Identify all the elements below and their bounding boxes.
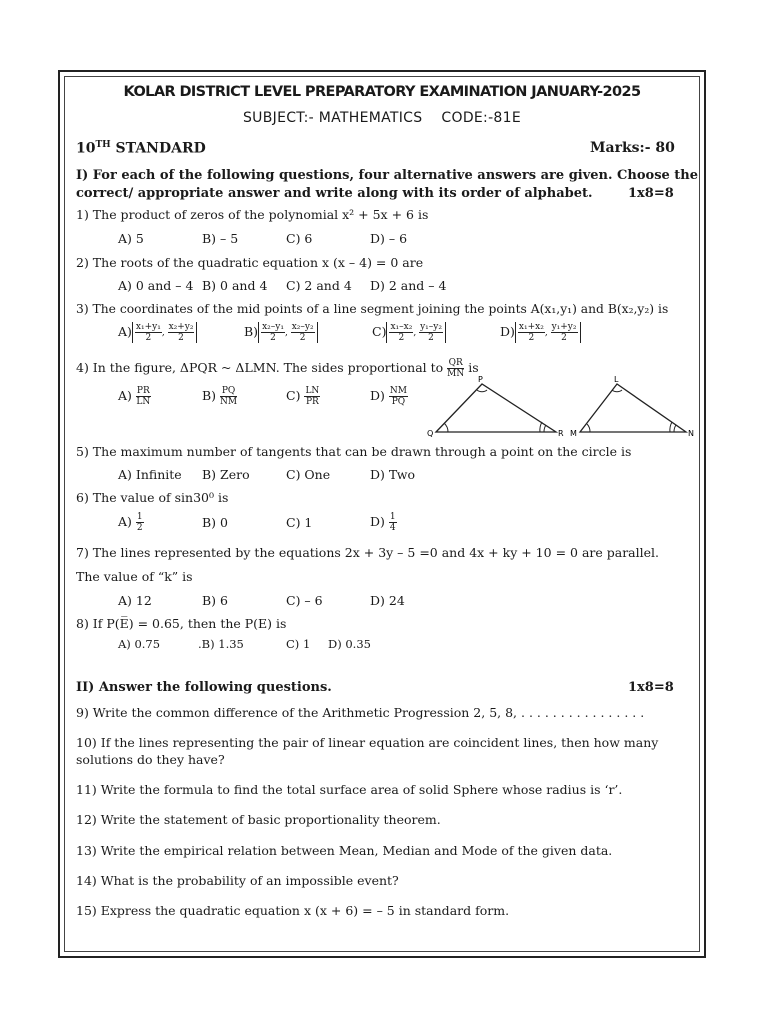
q3-b-label: B) — [244, 324, 259, 339]
q6-d-num: 1 — [389, 512, 396, 522]
q6-option-c: C) 1 — [286, 515, 313, 530]
angle-n-mark — [674, 425, 676, 432]
q7-text-line2: The value of “k” is — [76, 569, 193, 584]
q4-ratio-num: QR — [448, 358, 463, 368]
q6-a-den: 2 — [136, 523, 143, 533]
q4-option-c — [286, 386, 320, 407]
q2-option-b: B) 0 and 4 — [202, 278, 268, 293]
q3-a-num2: x₂+y₂ — [168, 322, 194, 332]
q8-option-a: A) 0.75 — [118, 637, 161, 651]
q5-option-d: D) Two — [370, 467, 415, 482]
q7-option-a: A) 12 — [118, 593, 152, 608]
q4-option-b — [202, 386, 237, 407]
q3-d-num1: x₁+x₂ — [518, 322, 544, 332]
angle-m-mark — [587, 424, 590, 432]
q6-option-b: B) 0 — [202, 515, 228, 530]
q4-triangle-figure — [424, 372, 704, 442]
q4-text-b: is — [468, 360, 479, 375]
q3-a-label: A) — [118, 324, 132, 339]
q4-b-num: PQ — [221, 386, 236, 396]
q3-b-num2: x₂–y₂ — [291, 322, 314, 332]
q3-c-num2: y₁–y₂ — [420, 322, 442, 332]
q1-option-c: C) 6 — [286, 231, 313, 246]
label-r: R — [558, 429, 564, 438]
q6-d-label: D) — [370, 514, 385, 529]
angle-r-mark-2 — [540, 422, 542, 432]
q4-d-den: PQ — [391, 397, 406, 407]
q15-text: 15) Express the quadratic equation x (x + 6) = – 5 in standard form. — [76, 903, 510, 918]
section1-heading-line1: I) For each of the following questions, four alternative answers are given. Choose the — [76, 168, 699, 183]
q8-option-c: C) 1 — [286, 637, 311, 651]
q1-option-b: B) – 5 — [202, 231, 239, 246]
q3-c-label: C) — [372, 324, 387, 339]
q4-d-num: NM — [389, 386, 407, 396]
q3-b-den2: 2 — [299, 333, 306, 343]
q6-a-num: 1 — [136, 512, 143, 522]
q2-text: 2) The roots of the quadratic equation x (x – 4) = 0 are — [76, 255, 424, 270]
q4-option-d — [370, 386, 408, 407]
q6-option-a — [118, 512, 144, 533]
q1-option-a: A) 5 — [118, 231, 144, 246]
q14-text: 14) What is the probability of an impossible event? — [76, 873, 399, 888]
q3-d-label: D) — [500, 324, 515, 339]
q3-text: 3) The coordinates of the mid points of a line segment joining the points A(x₁,y₁) and B(x₂,y₂) is — [76, 302, 669, 316]
q3-b-bracket: $\frac{\text{x₂–y₁}}{2}$ , $\frac{\text{x₂–y₂}}{2}$ — [258, 322, 318, 343]
q3-c-den1: 2 — [398, 333, 405, 343]
q3-d-den2: 2 — [561, 333, 567, 343]
q3-a-den1: 2 — [145, 333, 152, 343]
q1-option-d: D) – 6 — [370, 231, 408, 246]
q7-text-line1: 7) The lines represented by the equations 2x + 3y – 5 =0 and 4x + ky + 10 = 0 are parallel. — [76, 545, 659, 560]
section1-marks: 1x8=8 — [628, 186, 674, 201]
label-m: M — [570, 429, 577, 438]
section1-heading-line2: correct/ appropriate answer and write along with its order of alphabet. — [76, 186, 593, 201]
q4-ratio-den: MN — [447, 369, 465, 379]
q5-text: 5) The maximum number of tangents that can be drawn through a point on the circle is — [76, 444, 632, 459]
angle-r-mark — [544, 425, 546, 432]
q5-option-b: B) Zero — [202, 467, 250, 482]
q3-d-den1: 2 — [528, 333, 535, 343]
standard-suffix: TH — [95, 140, 111, 150]
q5-option-c: C) One — [286, 467, 331, 482]
q3-a-den2: 2 — [178, 333, 184, 343]
q3-c-num1: x₁–x₂ — [390, 322, 413, 332]
q10-text-line1: 10) If the lines representing the pair of linear equation are coincident lines, then how many — [76, 735, 659, 750]
q4-d-label: D) — [370, 388, 385, 403]
q10-text-line2: solutions do they have? — [76, 752, 225, 767]
q8-option-d: D) 0.35 — [328, 637, 371, 651]
q11-text: 11) Write the formula to find the total surface area of solid Sphere whose radius is ‘r’. — [76, 782, 623, 797]
angle-n-mark-2 — [670, 422, 672, 432]
total-marks: Marks:- 80 — [590, 140, 675, 156]
label-q: Q — [427, 429, 434, 438]
angle-q-mark — [444, 423, 448, 432]
q3-option-a — [118, 322, 197, 343]
q9-text: 9) Write the common difference of the Arithmetic Progression 2, 5, 8, . . . . . . . . . . . . . . . . — [76, 705, 645, 720]
q3-d-bracket: $\frac{\text{x₁+x₂}}{2}$ , $\frac{\text{y₁+y₂}}{2}$ — [515, 322, 581, 343]
q4-text — [76, 358, 479, 379]
q7-option-c: C) – 6 — [286, 593, 323, 608]
q8-text: 8) If P(E̅) = 0.65, then the P(E) is — [76, 616, 287, 631]
q2-option-c: C) 2 and 4 — [286, 278, 352, 293]
q4-option-a — [118, 386, 151, 407]
q13-text: 13) Write the empirical relation between Mean, Median and Mode of the given data. — [76, 843, 613, 858]
q4-a-num: PR — [136, 386, 150, 396]
q4-c-label: C) — [286, 388, 301, 403]
q3-a-bracket: $\frac{\text{x₁+y₁}}{2}$ , $\frac{\text{x₂+y₂}}{2}$ — [132, 322, 198, 343]
q4-c-num: LN — [305, 386, 320, 396]
label-n: N — [688, 429, 694, 438]
subject-code: SUBJECT:- MATHEMATICS CODE:-81E — [243, 110, 521, 126]
q3-option-d — [500, 322, 581, 343]
q3-b-den1: 2 — [270, 333, 276, 343]
q4-b-label: B) — [202, 388, 217, 403]
q4-c-den: PR — [305, 397, 319, 407]
q3-b-num1: x₂–y₁ — [262, 322, 284, 332]
q5-option-a: A) Infinite — [118, 467, 182, 482]
q3-d-num2: y₁+y₂ — [551, 322, 577, 332]
section2-marks: 1x8=8 — [628, 680, 674, 695]
angle-p-mark — [477, 390, 487, 392]
standard-text: STANDARD — [110, 140, 206, 157]
standard-number: 10 — [76, 140, 96, 157]
q4-text-a: 4) In the figure, ΔPQR ~ ΔLMN. The sides proportional to — [76, 360, 444, 375]
q4-a-label: A) — [118, 388, 132, 403]
q2-option-d: D) 2 and – 4 — [370, 278, 447, 293]
label-l: L — [614, 375, 619, 384]
label-p: P — [478, 375, 483, 384]
section2-heading: II) Answer the following questions. — [76, 680, 332, 695]
q4-a-den: LN — [136, 397, 151, 407]
q12-text: 12) Write the statement of basic proportionality theorem. — [76, 812, 441, 827]
q3-option-b — [244, 322, 318, 343]
q6-a-label: A) — [118, 514, 132, 529]
exam-title: KOLAR DISTRICT LEVEL PREPARATORY EXAMINATION JANUARY-2025 — [123, 84, 641, 100]
angle-l-mark — [612, 390, 622, 392]
q3-option-c — [372, 322, 446, 343]
standard-label — [76, 140, 206, 157]
q3-a-num1: x₁+y₁ — [135, 322, 161, 332]
q7-option-d: D) 24 — [370, 593, 405, 608]
q4-b-den: NM — [220, 397, 238, 407]
q8-option-b: .B) 1.35 — [198, 637, 244, 651]
q7-option-b: B) 6 — [202, 593, 228, 608]
q2-option-a: A) 0 and – 4 — [118, 278, 194, 293]
q6-d-den: 4 — [389, 523, 396, 533]
q3-c-bracket: $\frac{\text{x₁–x₂}}{2}$ , $\frac{\text{y₁–y₂}}{2}$ — [386, 322, 446, 343]
q6-option-d — [370, 512, 397, 533]
q1-text: 1) The product of zeros of the polynomial x² + 5x + 6 is — [76, 207, 429, 222]
triangle-pqr — [436, 384, 556, 432]
q3-c-den2: 2 — [428, 333, 434, 343]
q6-text: 6) The value of sin30⁰ is — [76, 490, 229, 505]
triangle-lmn — [580, 384, 686, 432]
